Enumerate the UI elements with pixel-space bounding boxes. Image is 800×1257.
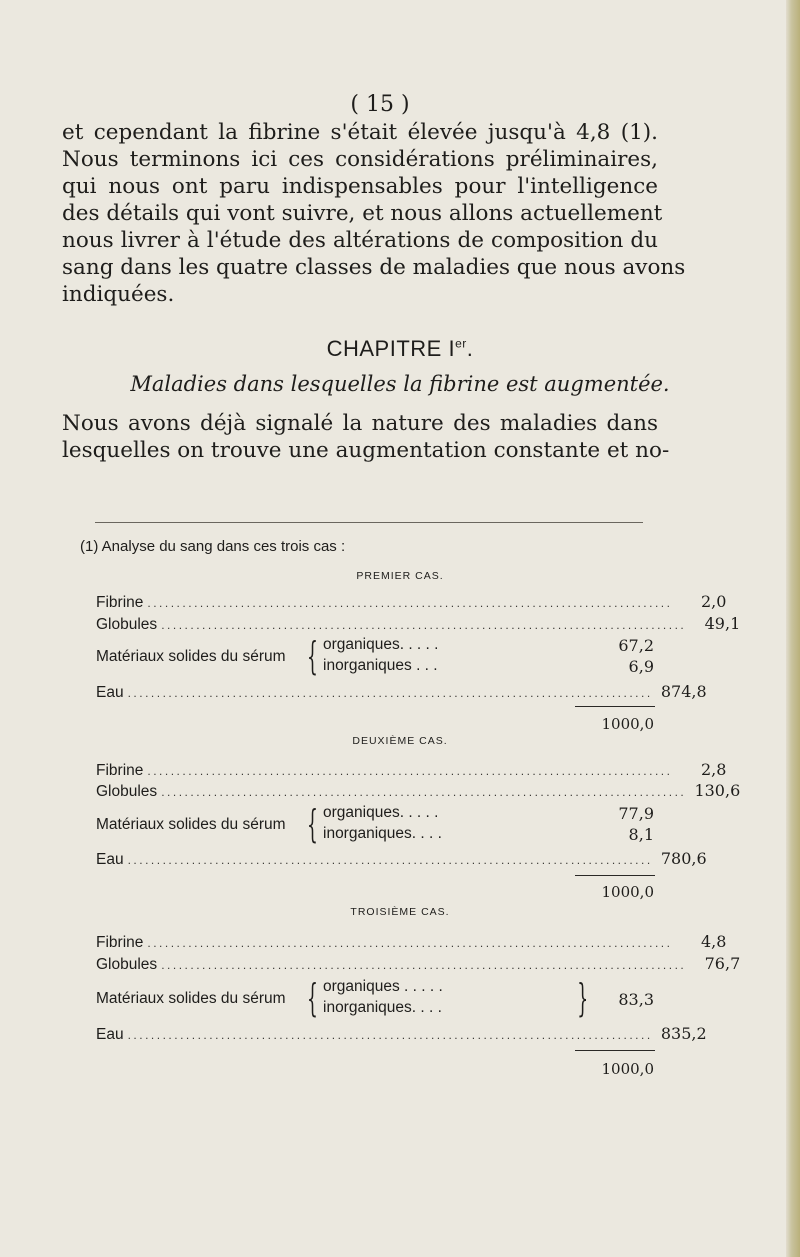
row-materiaux xyxy=(96,978,654,1022)
chapter-subtitle: Maladies dans lesquelles la fibrine est augmentée. xyxy=(130,372,670,396)
row-globules xyxy=(96,614,741,634)
text-line: nous livrer à l'étude des altérations de composition du xyxy=(62,228,658,253)
brace-icon: { xyxy=(307,634,318,678)
text-line: des détails qui vont suivre, et nous allons actuellement xyxy=(62,201,663,226)
row-value: 130,6 xyxy=(694,781,741,800)
page-number: ( 15 ) xyxy=(350,92,410,117)
row-value: 2,8 xyxy=(701,760,727,779)
row-value: 6,9 xyxy=(628,657,654,676)
row-value: 835,2 xyxy=(660,1024,707,1043)
row-globules xyxy=(96,781,741,801)
case-title: TROISIÈME CAS. xyxy=(350,906,450,918)
row-eau xyxy=(96,1024,707,1044)
chapter-title: CHAPITRE I xyxy=(326,336,456,361)
text-line: indiquées. xyxy=(62,282,175,307)
row-label: Matériaux solides du sérum xyxy=(96,990,286,1007)
row-label: Globules xyxy=(96,956,158,973)
row-label: Matériaux solides du sérum xyxy=(96,816,286,833)
row-eau xyxy=(96,682,707,702)
row-value: 2,0 xyxy=(701,592,727,611)
sub-label-organiques: organiques. . . . . xyxy=(323,804,439,821)
case-title: PREMIER CAS. xyxy=(356,570,444,582)
leader-dots: .......................................................................................... xyxy=(127,686,653,700)
row-value: 8,1 xyxy=(628,825,654,844)
sub-label-inorganiques: inorganiques . . . xyxy=(323,657,438,674)
row-label: Fibrine xyxy=(96,762,144,779)
row-label: Matériaux solides du sérum xyxy=(96,648,286,665)
row-label: Eau xyxy=(96,1026,124,1043)
row-value: 76,7 xyxy=(704,954,741,973)
brace-icon: { xyxy=(307,802,318,846)
row-value: 77,9 xyxy=(618,804,654,823)
sum-rule xyxy=(575,875,655,876)
row-label: Globules xyxy=(96,783,158,800)
text-line: et cependant la fibrine s'était élevée jusqu'à 4,8 (1). xyxy=(62,120,658,145)
sum-rule xyxy=(575,706,655,707)
sub-label-organiques: organiques. . . . . xyxy=(323,636,439,653)
sum-rule xyxy=(575,1050,655,1051)
leader-dots: .......................................................................................... xyxy=(161,618,687,632)
row-label: Fibrine xyxy=(96,934,144,951)
footnote-rule xyxy=(95,522,643,523)
sub-label-inorganiques: inorganiques. . . . xyxy=(323,999,442,1016)
row-label: Eau xyxy=(96,684,124,701)
row-globules xyxy=(96,954,741,974)
text-line: qui nous ont paru indispensables pour l'intelligence xyxy=(62,174,658,199)
leader-dots: .......................................................................................... xyxy=(161,958,687,972)
text-line: Nous avons déjà signalé la nature des maladies dans xyxy=(62,411,658,436)
leader-dots: .......................................................................................... xyxy=(147,596,673,610)
page-edge xyxy=(786,0,800,1257)
chapter-punct: . xyxy=(466,336,474,361)
row-fibrine xyxy=(96,592,727,612)
row-eau xyxy=(96,849,707,869)
leader-dots: .......................................................................................... xyxy=(127,1028,653,1042)
row-value: 83,3 xyxy=(618,990,654,1009)
footnote-intro: (1) Analyse du sang dans ces trois cas : xyxy=(80,538,346,555)
paragraph-2 xyxy=(62,410,670,464)
row-label: Eau xyxy=(96,851,124,868)
sub-label-organiques: organiques . . . . . xyxy=(323,978,443,995)
row-value: 4,8 xyxy=(701,932,727,951)
brace-icon: { xyxy=(307,976,318,1020)
case-title: DEUXIÈME CAS. xyxy=(352,735,448,747)
row-label: Fibrine xyxy=(96,594,144,611)
case-total: 1000,0 xyxy=(601,1060,654,1078)
leader-dots: .......................................................................................... xyxy=(147,936,673,950)
text-line: sang dans les quatre classes de maladies que nous avons xyxy=(62,255,686,280)
sub-label-inorganiques: inorganiques. . . . xyxy=(323,825,442,842)
row-value: 874,8 xyxy=(660,682,707,701)
leader-dots: .......................................................................................... xyxy=(147,764,673,778)
row-value: 780,6 xyxy=(660,849,707,868)
case-total: 1000,0 xyxy=(601,715,654,733)
chapter-heading xyxy=(0,336,800,362)
leader-dots: .......................................................................................... xyxy=(127,853,653,867)
paragraph-1 xyxy=(62,119,686,308)
right-brace-icon: } xyxy=(577,976,588,1020)
row-fibrine xyxy=(96,760,727,780)
row-materiaux xyxy=(96,636,654,680)
text-line: lesquelles on trouve une augmentation constante et no- xyxy=(62,438,670,463)
chapter-sup: er xyxy=(455,336,467,351)
row-materiaux xyxy=(96,804,654,848)
case-total: 1000,0 xyxy=(601,883,654,901)
row-value: 67,2 xyxy=(618,636,654,655)
row-fibrine xyxy=(96,932,727,952)
leader-dots: .......................................................................................... xyxy=(161,785,687,799)
text-line: Nous terminons ici ces considérations préliminaires, xyxy=(62,147,658,172)
row-value: 49,1 xyxy=(704,614,741,633)
row-label: Globules xyxy=(96,616,158,633)
